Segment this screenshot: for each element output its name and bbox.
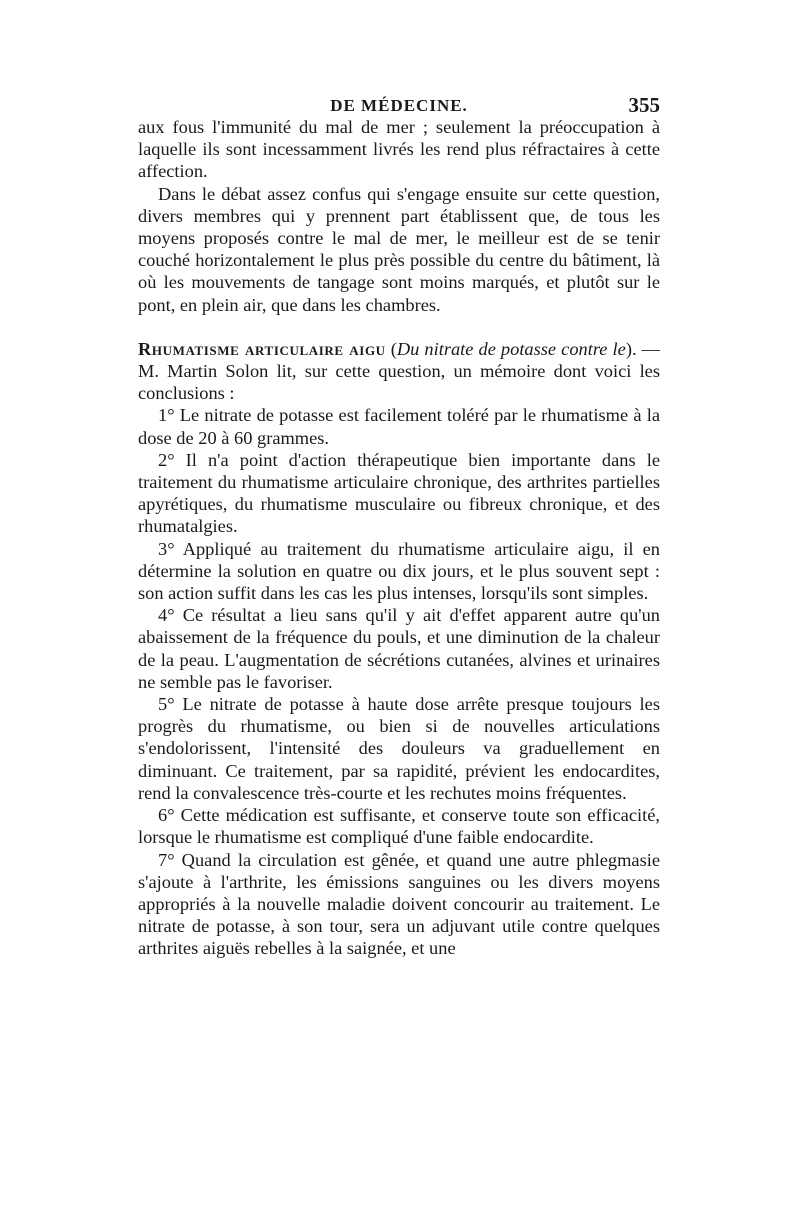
page-number: 355 (628, 93, 660, 117)
section-heading: Rhumatisme articulaire aigu (138, 338, 386, 359)
section-subtitle: Du nitrate de potasse contre le (396, 338, 626, 359)
section-intro-paragraph: Rhumatisme articulaire aigu (Du nitrate de potasse contre le). — M. Martin Solon lit, sur cette question, un mémoire dont voici les conclusions : (138, 338, 660, 404)
conclusion-item: 5° Le nitrate de potasse à haute dose arrête presque toujours les progrès du rhumatisme, ou bien si de nouvelles articulations s'endolorissent, l'intensité des douleurs va graduellement en diminuant. Ce traitement, par sa rapidité, prévient les endocardites, rend la convalescence très-courte et les rechutes moins fréquentes. (138, 694, 660, 803)
section-intro: . — M. Martin Solon lit, sur cette question, un mémoire dont voici les conclusions : (138, 338, 660, 404)
conclusion-item: 6° Cette médication est suffisante, et conserve toute son efficacité, lorsque le rhumatisme est compliqué d'une faible endocardite. (138, 805, 660, 848)
paragraph: Dans le débat assez confus qui s'engage ensuite sur cette question, divers membres qui y prennent part établissent que, de tous les moyens proposés contre le mal de mer, le meilleur est de se tenir couché horizontalement le plus près possible du centre du bâtiment, là où les mouvements de tangage sont moins marqués, et plutôt sur le pont, en plein air, que dans les chambres. (138, 183, 660, 315)
conclusion-item: 1° Le nitrate de potasse est facilement toléré par le rhumatisme à la dose de 20 à 60 grammes. (138, 405, 660, 448)
conclusion-item: 2° Il n'a point d'action thérapeutique bien importante dans le traitement du rhumatisme articulaire chronique, des arthrites partielles apyrétiques, du rhumatisme musculaire ou fibreux chronique, et des rhumatalgies. (138, 449, 660, 537)
section-gap (138, 316, 660, 338)
paragraph: aux fous l'immunité du mal de mer ; seulement la préoccupation à laquelle ils sont incessamment livrés les rend plus réfractaires à cette affection. (138, 117, 660, 182)
conclusion-item: 3° Appliqué au traitement du rhumatisme articulaire aigu, il en détermine la solution en quatre ou dix jours, et le plus souvent sept : son action suffit dans les cas les plus intenses, lorsqu'ils sont simples. (138, 538, 660, 604)
body-text (138, 116, 660, 960)
running-title: DE MÉDECINE. (330, 96, 468, 115)
conclusion-item: 4° Ce résultat a lieu sans qu'il y ait d'effet apparent autre qu'un abaissement de la fréquence du pouls, et une diminution de la chaleur de la peau. L'augmentation de sécrétions cutanées, alvines et urinaires ne semble pas le favoriser. (138, 605, 660, 692)
conclusion-item: 7° Quand la circulation est gênée, et quand une autre phlegmasie s'ajoute à l'arthrite, les émissions sanguines ou les divers moyens appropriés à la nouvelle maladie doivent concourir au traitement. Le nitrate de potasse, à son tour, sera un adjuvant utile contre quelques arthrites aiguës rebelles à la saignée, et une (138, 849, 660, 959)
